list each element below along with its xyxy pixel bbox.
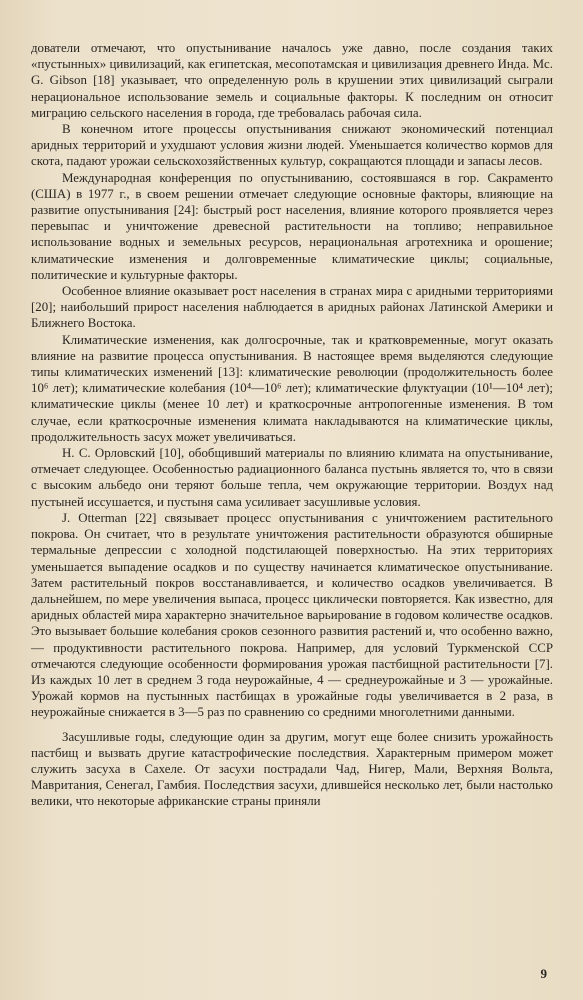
- paragraph-7: J. Otterman [22] связывает процесс опустынивания с уничтожением растительного покрова. Он считает, что в результате уничтожения растительности образуются обширные термальные депрессии с холодной подстилающей поверхностью. На этих территориях уменьшается выпадение осадков и по существу начинается климатическое опустынивание. Затем растительный покров восстанавливается, и количество осадков увеличивается. В дальнейшем, по мере увеличения выпаса, процесс циклически повторяется. Как известно, для аридных областей мира характерно значительное варьирование в годовом количестве осадков. Это вызывает большие колебания сроков сезонного развития растений и, что особенно важно, — продуктивности растительного покрова. Например, для условий Туркменской ССР отмечаются следующие особенности формирования урожая пастбищной растительности [7]. Из каждых 10 лет в среднем 3 года неурожайные, 4 — среднеурожайные и 3 — урожайные. Урожай кормов на пустынных пастбищах в урожайные годы увеличивается в 2 раза, в неурожайные снижается в 3—5 раз по сравнению со средними многолетними данными.: [31, 510, 553, 720]
- paragraph-2: В конечном итоге процессы опустынивания снижают экономический потенциал аридных территорий и ухудшают условия жизни людей. Уменьшается количество кормов для скота, падают урожаи сельскохозяйственных культур, сокращаются площади и запасы лесов.: [31, 122, 553, 169]
- paragraph-8: Засушливые годы, следующие один за другим, могут еще более снизить урожайность пастбищ и вызвать другие катастрофические последствия. Характерным примером может служить засуха в Сахеле. От засухи пострадали Чад, Нигер, Мали, Верхняя Вольта, Мавритания, Сенегал, Гамбия. Последствия засухи, длившейся несколько лет, были настолько велики, что некоторые африканские страны приняли: [31, 729, 553, 809]
- paragraph-6: Н. С. Орловский [10], обобщивший материалы по влиянию климата на опустынивание, отмечает следующее. Особенностью радиационного баланса пустынь является то, что в связи с высоким альбедо они теряют больше тепла, чем окружающие территории. Воздух над пустыней иссушается, и пустыня сама усиливает засушливые условия.: [31, 446, 553, 509]
- paragraph-3: Международная конференция по опустыниванию, состоявшаяся в гор. Сакраменто (США) в 1977 г., в своем решении отмечает следующие основные факторы, влияющие на развитие опустынивания [24]: быстрый рост населения, влияние которого проявляется через перевыпас и уничтожение древесной растительности на топливо; неправильное использование водных и земельных ресурсов, нерациональная агротехника и орошение; климатические изменения и долговременные климатические циклы; социальные, политические и культурные факторы.: [31, 170, 553, 282]
- paragraph-4: Особенное влияние оказывает рост населения в странах мира с аридными территориями [20]; наибольший прирост населения наблюдается в аридных районах Латинской Америки и Ближнего Востока.: [31, 284, 553, 331]
- paragraph-1: дователи отмечают, что опустынивание началось уже давно, после создания таких «пустынных» цивилизаций, как египетская, месопотамская и цивилизация древнего Инда. Mc. G. Gibson [18] указывает, что определенную роль в крушении этих цивилизаций сыграли нерациональное использование земель и социальные факторы. К последним он относит миграцию сельского населения в города, где требовалась рабочая сила.: [31, 41, 553, 120]
- paragraph-5: Климатические изменения, как долгосрочные, так и кратковременные, могут оказать влияние на развитие процесса опустынивания. В настоящее время выделяются следующие типы климатических изменений [13]: климатические революции (продолжительность более 10⁶ лет); климатические колебания (10⁴—10⁶ лет); климатические флуктуации (10¹—10⁴ лет); климатические циклы (менее 10 лет) и краткосрочные антропогенные изменения. В том случае, если краткосрочные изменения климата накладываются на климатические циклы, продолжительность засух может увеличиваться.: [31, 332, 553, 444]
- page-number: 9: [540, 966, 547, 981]
